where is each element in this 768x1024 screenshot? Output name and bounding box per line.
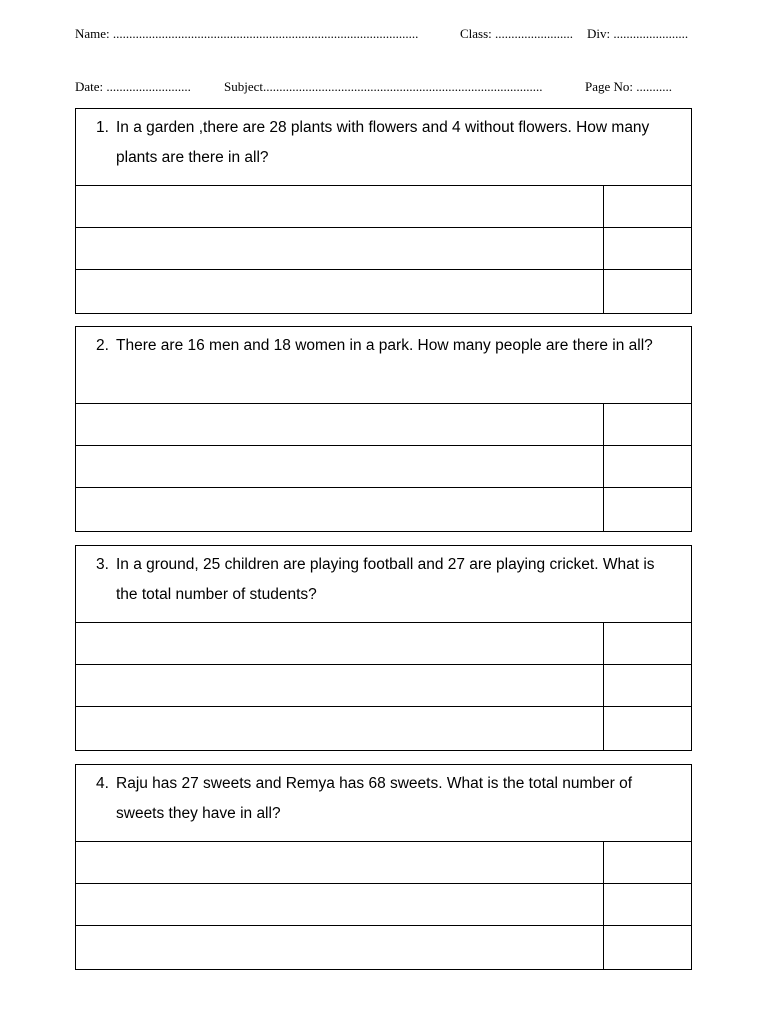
question-number: 1. — [96, 119, 109, 136]
question-box-4 — [75, 764, 692, 970]
header-line-1 — [75, 26, 693, 44]
question-number: 4. — [96, 775, 109, 792]
question-number: 2. — [96, 337, 109, 354]
marks-cell — [603, 488, 604, 531]
question-box-2 — [75, 326, 692, 532]
marks-cell — [603, 884, 604, 925]
question-number: 3. — [96, 556, 109, 573]
class-field[interactable]: Class: ........................ — [460, 26, 574, 41]
question-text: Raju has 27 sweets and Remya has 68 sweets. What is the total number of sweets they have in all? — [116, 775, 633, 822]
answer-row[interactable] — [76, 228, 691, 270]
answer-row[interactable] — [76, 404, 691, 446]
question-box-1 — [75, 108, 692, 314]
question-1 — [76, 109, 691, 186]
answer-row[interactable] — [76, 842, 691, 884]
subject-field[interactable]: Subject...................................................................................... — [224, 79, 543, 94]
marks-cell — [603, 707, 604, 750]
answer-row[interactable] — [76, 186, 691, 228]
page-no-field[interactable]: Page No: ........... — [585, 79, 673, 94]
question-box-3 — [75, 545, 692, 751]
question-text: In a garden ,there are 28 plants with flowers and 4 without flowers. How many plants are there in all? — [116, 119, 650, 166]
question-3 — [76, 546, 691, 623]
marks-cell — [603, 623, 604, 664]
answer-row[interactable] — [76, 665, 691, 707]
answer-row[interactable] — [76, 926, 691, 969]
answer-row[interactable] — [76, 623, 691, 665]
header-line-2 — [75, 79, 693, 97]
answer-row[interactable] — [76, 270, 691, 313]
date-field[interactable]: Date: .......................... — [75, 79, 191, 94]
answer-row[interactable] — [76, 884, 691, 926]
question-text: In a ground, 25 children are playing football and 27 are playing cricket. What is the total number of students? — [116, 556, 655, 603]
marks-cell — [603, 446, 604, 487]
marks-cell — [603, 404, 604, 445]
div-field[interactable]: Div: ....................... — [587, 26, 689, 41]
marks-cell — [603, 665, 604, 706]
marks-cell — [603, 926, 604, 969]
question-text: There are 16 men and 18 women in a park. How many people are there in all? — [116, 337, 653, 354]
answer-row[interactable] — [76, 446, 691, 488]
marks-cell — [603, 228, 604, 269]
answer-row[interactable] — [76, 488, 691, 531]
answer-row[interactable] — [76, 707, 691, 750]
question-2 — [76, 327, 691, 404]
marks-cell — [603, 842, 604, 883]
marks-cell — [603, 270, 604, 313]
name-field[interactable]: Name: .............................................................................................. — [75, 26, 419, 41]
question-4 — [76, 765, 691, 842]
marks-cell — [603, 186, 604, 227]
